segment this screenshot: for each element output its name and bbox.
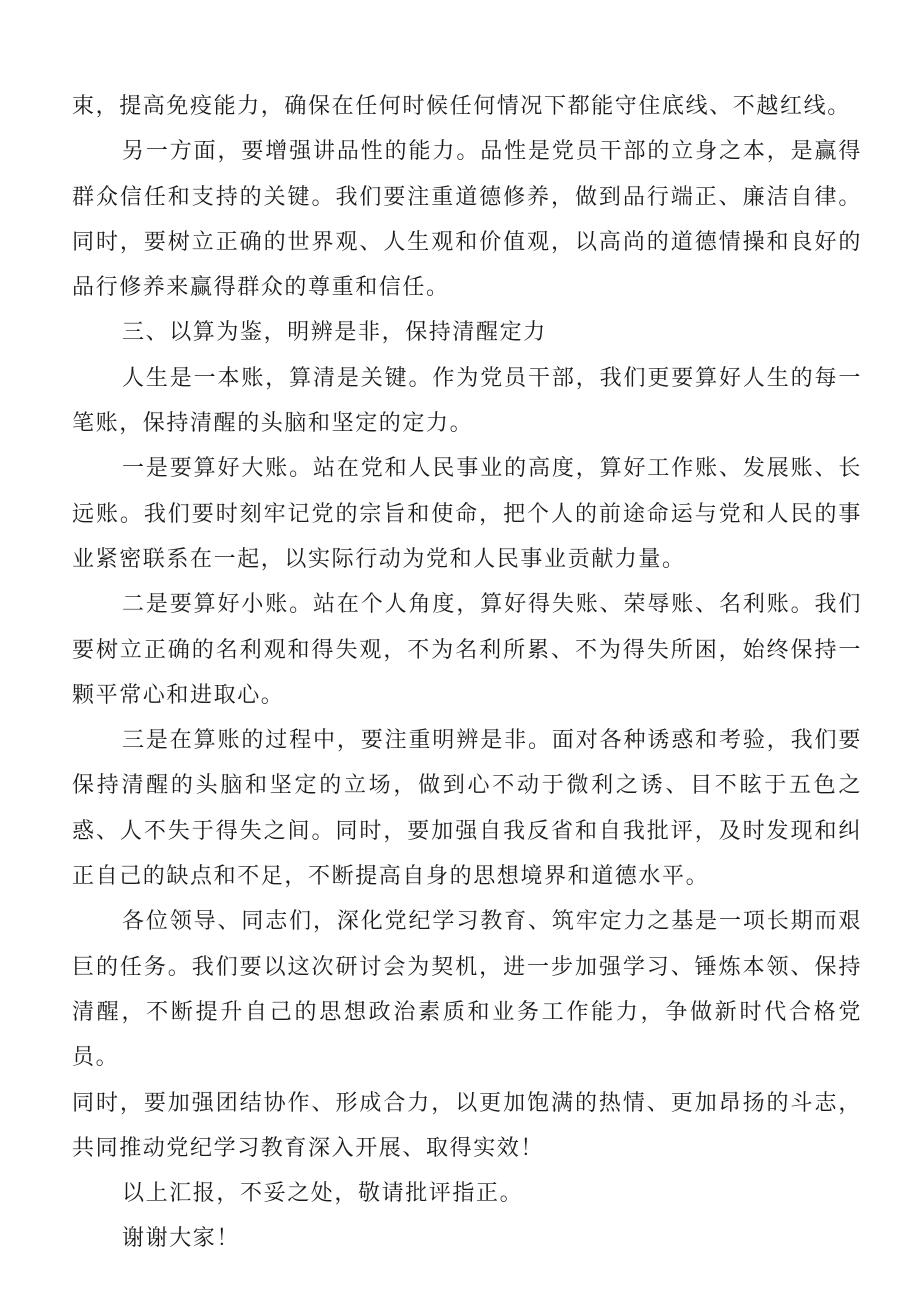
paragraph-8: 各位领导、同志们，深化党纪学习教育、筑牢定力之基是一项长期而艰巨的任务。我们要以这次研讨会为契机，进一步加强学习、锤炼本领、保持清醒，不断提升自己的思想政治素质和业务工作能力，争做新时代合格党员。 xyxy=(72,909,862,1071)
thanks-line: 谢谢大家！ xyxy=(122,1226,241,1252)
paragraph-6: 二是要算好小账。站在个人角度，算好得失账、荣辱账、名利账。我们要树立正确的名利观和得失观，不为名利所累、不为得失所困，始终保持一颗平常心和进取心。 xyxy=(72,592,862,708)
paragraph-2: 另一方面，要增强讲品性的能力。品性是党员干部的立身之本，是赢得群众信任和支持的关键。我们要注重道德修养，做到品行端正、廉洁自律。同时，要树立正确的世界观、人生观和价值观，以高尚的道德情操和良好的品行修养来赢得群众的尊重和信任。 xyxy=(72,139,862,301)
paragraph-5: 一是要算好大账。站在党和人民事业的高度，算好工作账、发展账、长远账。我们要时刻牢记党的宗旨和使命，把个人的前途命运与党和人民的事业紧密联系在一起，以实际行动为党和人民事业贡献力量。 xyxy=(72,456,862,572)
paragraph-4: 人生是一本账，算清是关键。作为党员干部，我们更要算好人生的每一笔账，保持清醒的头脑和坚定的定力。 xyxy=(72,365,862,437)
document-body xyxy=(72,84,862,1262)
paragraph-1: 束，提高免疫能力，确保在任何时候任何情况下都能守住底线、不越红线。 xyxy=(72,94,851,119)
paragraph-7: 三是在算账的过程中，要注重明辨是非。面对各种诱惑和考验，我们要保持清醒的头脑和坚定的立场，做到心不动于微利之诱、目不眩于五色之惑、人不失于得失之间。同时，要加强自我反省和自我批评，及时发现和纠正自己的缺点和不足，不断提高自身的思想境界和道德水平。 xyxy=(72,728,862,890)
section-heading-3: 三、以算为鉴，明辨是非，保持清醒定力 xyxy=(122,320,547,346)
closing-remark: 以上汇报，不妥之处，敬请批评指正。 xyxy=(122,1181,524,1207)
paragraph-9: 同时，要加强团结协作、形成合力，以更加饱满的热情、更加昂扬的斗志，共同推动党纪学习教育深入开展、取得实效！ xyxy=(72,1090,862,1161)
